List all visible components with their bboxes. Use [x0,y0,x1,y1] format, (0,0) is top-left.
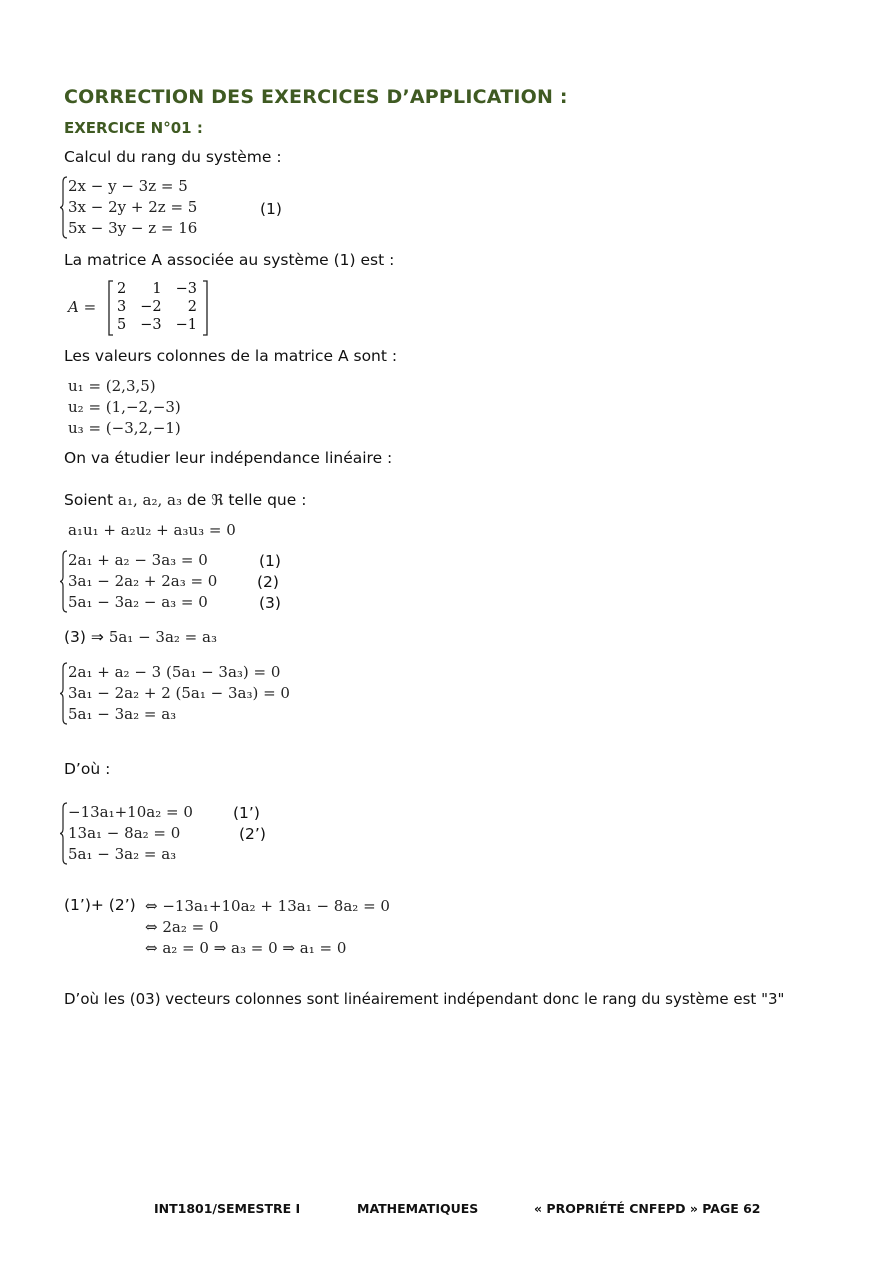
system-4 [68,802,193,865]
system-4-row: −13a₁+10a₂ = 0 [68,803,193,821]
matrix-cell: 2 [187,299,197,315]
footer-course-code: INT1801/SEMESTRE I [154,1201,301,1216]
system-3-row: 3a₁ − 2a₂ + 2 (5a₁ − 3a₃) = 0 [68,684,290,702]
matrix-intro: La matrice A associée au système (1) est : [64,251,395,269]
columns-intro: Les valeurs colonnes de la matrice A sont : [64,347,398,365]
vector-item: u₃ = (−3,2,−1) [68,419,181,437]
system-4-row: 5a₁ − 3a₂ = a₃ [68,845,177,863]
vector-item: u₁ = (2,3,5) [68,377,156,395]
vector-item: u₂ = (1,−2,−3) [68,398,181,416]
soient-middle: de [186,491,207,509]
footer-subject: MATHEMATIQUES [357,1201,479,1216]
exercise-heading: EXERCICE N°01 : [64,119,203,137]
brace-icon [60,662,68,725]
system-3-row: 5a₁ − 3a₂ = a₃ [68,705,177,723]
matrix-cell: 5 [117,317,127,333]
dou-text: D’où : [64,760,111,778]
matrix-label: A = [68,298,97,316]
sum-prefix: (1’)+ (2’) [64,896,136,914]
system-1-row: 5x − 3y − z = 16 [68,219,198,237]
bracket-right-icon [202,280,208,336]
brace-icon [60,550,68,613]
footer-page: « PROPRIÉTÉ CNFEPD » PAGE 62 [534,1201,761,1216]
matrix-cell: −3 [175,281,197,297]
system-2-row: 3a₁ − 2a₂ + 2a₃ = 0 [68,572,218,590]
system-2-row: 2a₁ + a₂ − 3a₃ = 0 [68,551,208,569]
implication-prefix: (3) ⇒ [64,628,104,646]
system-4-tag: (2’) [239,825,266,843]
matrix-a [110,280,204,334]
system-1-row: 2x − y − 3z = 5 [68,177,188,195]
soient-vars: a₁, a₂, a₃ [118,491,182,509]
system-3 [68,662,290,725]
system-3-row: 2a₁ + a₂ − 3 (5a₁ − 3a₃) = 0 [68,663,281,681]
system-1-tag: (1) [260,200,282,218]
conclusion-text: D’où les (03) vecteurs colonnes sont linéairement indépendant donc le rang du système est "3" [64,990,785,1008]
sum-line: ⇔ 2a₂ = 0 [145,918,219,936]
system-4-tag: (1’) [233,804,260,822]
matrix-cell: 3 [117,299,127,315]
system-4-row: 13a₁ − 8a₂ = 0 [68,824,181,842]
system-2-tag: (3) [259,594,281,612]
system-1 [68,176,197,239]
sum-derivation [145,896,390,959]
vector-list [68,376,181,439]
implication-line [64,628,217,646]
implication-expr: 5a₁ − 3a₂ = a₃ [108,628,217,646]
soient-prefix: Soient [64,491,114,509]
study-text: On va étudier leur indépendance linéaire : [64,449,393,467]
system-2-tag: (1) [259,552,281,570]
matrix-cell: −1 [175,317,197,333]
linear-combination: a₁u₁ + a₂u₂ + a₃u₃ = 0 [68,521,236,539]
system-2-row: 5a₁ − 3a₂ − a₃ = 0 [68,593,208,611]
system-1-row: 3x − 2y + 2z = 5 [68,198,198,216]
brace-icon [60,802,68,865]
system-2-tag: (2) [257,573,279,591]
page-title: CORRECTION DES EXERCICES D’APPLICATION : [64,86,568,108]
soient-line [64,491,306,509]
matrix-cell: −2 [140,299,162,315]
matrix-cell: −3 [140,317,162,333]
system-2 [68,550,217,613]
matrix-cell: 1 [152,281,162,297]
matrix-cell: 2 [117,281,127,297]
bracket-left-icon [108,280,114,336]
real-set-symbol: ℜ [211,491,224,509]
sum-line: ⇔ −13a₁+10a₂ + 13a₁ − 8a₂ = 0 [145,897,390,915]
sum-line: ⇔ a₂ = 0 ⇒ a₃ = 0 ⇒ a₁ = 0 [145,939,347,957]
intro-text: Calcul du rang du système : [64,148,282,166]
brace-icon [60,176,68,239]
soient-suffix: telle que : [228,491,307,509]
